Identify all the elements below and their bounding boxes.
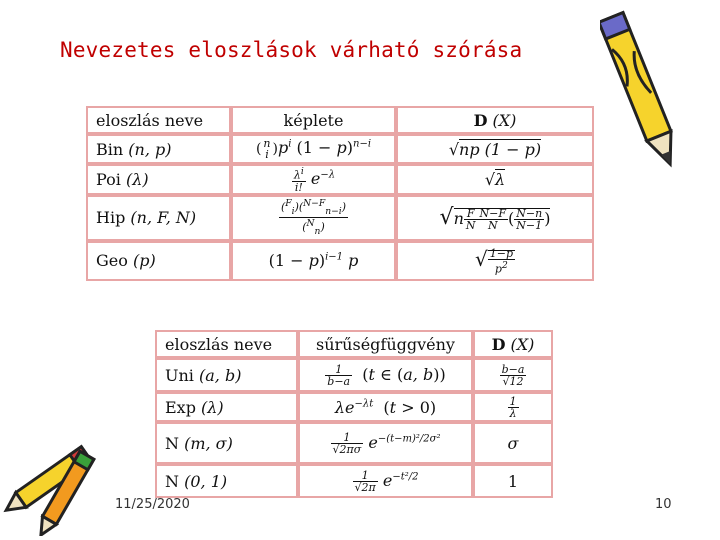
std-cell: √np (1 − p) [396, 134, 594, 164]
dist-params: (p) [132, 251, 156, 271]
std-cell: σ [473, 422, 553, 464]
header-std [396, 106, 594, 134]
table-row [155, 392, 553, 422]
dist-params: (n, F, N) [130, 208, 197, 228]
page-number: 10 [655, 497, 672, 512]
dist-name-cell [86, 241, 231, 281]
std-cell: 1 [473, 464, 553, 498]
table-row [86, 195, 594, 241]
std-cell: $\frac{1}{\lambda}$ [473, 392, 553, 422]
dist-name-cell [155, 392, 298, 422]
pencils-icon [0, 436, 120, 536]
dist-name: Bin [96, 139, 124, 159]
dist-params: (λ) [125, 169, 149, 189]
pencil-icon [600, 2, 680, 177]
table-row [86, 134, 594, 164]
header-std-d: D [473, 110, 488, 130]
dist-name-cell [155, 422, 298, 464]
dist-name: Hip [96, 208, 126, 228]
density-cell: $\frac{1}{√2\pi\sigma}$ $e^{-(t-m)^2/2\sigma^2}$ [298, 422, 473, 464]
dist-name-cell [86, 164, 231, 195]
header-density: sűrűségfüggvény [298, 330, 473, 358]
table-header-row [86, 106, 594, 134]
dist-params: (λ) [201, 397, 224, 417]
header-name: eloszlás neve [155, 330, 298, 358]
dist-params: (a, b) [199, 365, 242, 385]
table-row [86, 241, 594, 281]
continuous-distributions-table [155, 330, 553, 498]
std-cell: √n $\frac{F}{N}$ $\frac{N-F}{N}$ ( $\frac{N-n}{N-1}$ ) [396, 195, 594, 241]
dist-name-cell [86, 195, 231, 241]
dist-name: Exp [165, 397, 196, 417]
dist-name: Geo [96, 251, 128, 271]
header-std-d: D [491, 334, 506, 354]
std-cell: $\frac{b-a}{√12}$ [473, 358, 553, 392]
header-std-x: (X) [492, 110, 517, 130]
formula-cell: $(1 - p)^{i-1}$ p [231, 241, 396, 281]
dist-params: (m, σ) [184, 433, 233, 453]
header-name: eloszlás neve [86, 106, 231, 134]
dist-params: (0, 1) [184, 471, 228, 491]
header-formula: képlete [231, 106, 396, 134]
dist-name: Poi [96, 169, 121, 189]
slide-title: Nevezetes eloszlások várható szórása [60, 38, 523, 62]
table-header-row [155, 330, 553, 358]
density-cell: $\lambda e^{-\lambda t}$ (t > 0) [298, 392, 473, 422]
discrete-distributions-table [86, 106, 594, 281]
dist-params: (n, p) [128, 139, 172, 159]
slide-date: 11/25/2020 [115, 497, 190, 512]
density-cell: $\frac{1}{√2\pi}$ $e^{-t^2/2}$ [298, 464, 473, 498]
header-std [473, 330, 553, 358]
formula-cell: $\frac{(^F_i)(^{N-F}_{n-i})}{(^N_n)}$ [231, 195, 396, 241]
dist-name-cell [155, 464, 298, 498]
std-cell: √λ [396, 164, 594, 195]
table-row [155, 358, 553, 392]
table-row [155, 422, 553, 464]
table-row [155, 464, 553, 498]
dist-name: Uni [165, 365, 194, 385]
header-std-x: (X) [510, 334, 535, 354]
formula-cell: ( n i )$p^i$ $(1 - p)^{n-i}$ [231, 134, 396, 164]
dist-name-cell [155, 358, 298, 392]
table-row [86, 164, 594, 195]
std-cell: √ $\frac{1-p}{p^2}$ [396, 241, 594, 281]
dist-name: N [165, 471, 179, 491]
dist-name: N [165, 433, 179, 453]
dist-name-cell [86, 134, 231, 164]
formula-cell: $\frac{\lambda^i}{i!}$ $e^{-\lambda}$ [231, 164, 396, 195]
density-cell: $\frac{1}{b-a}$ (t ∈ (a, b)) [298, 358, 473, 392]
